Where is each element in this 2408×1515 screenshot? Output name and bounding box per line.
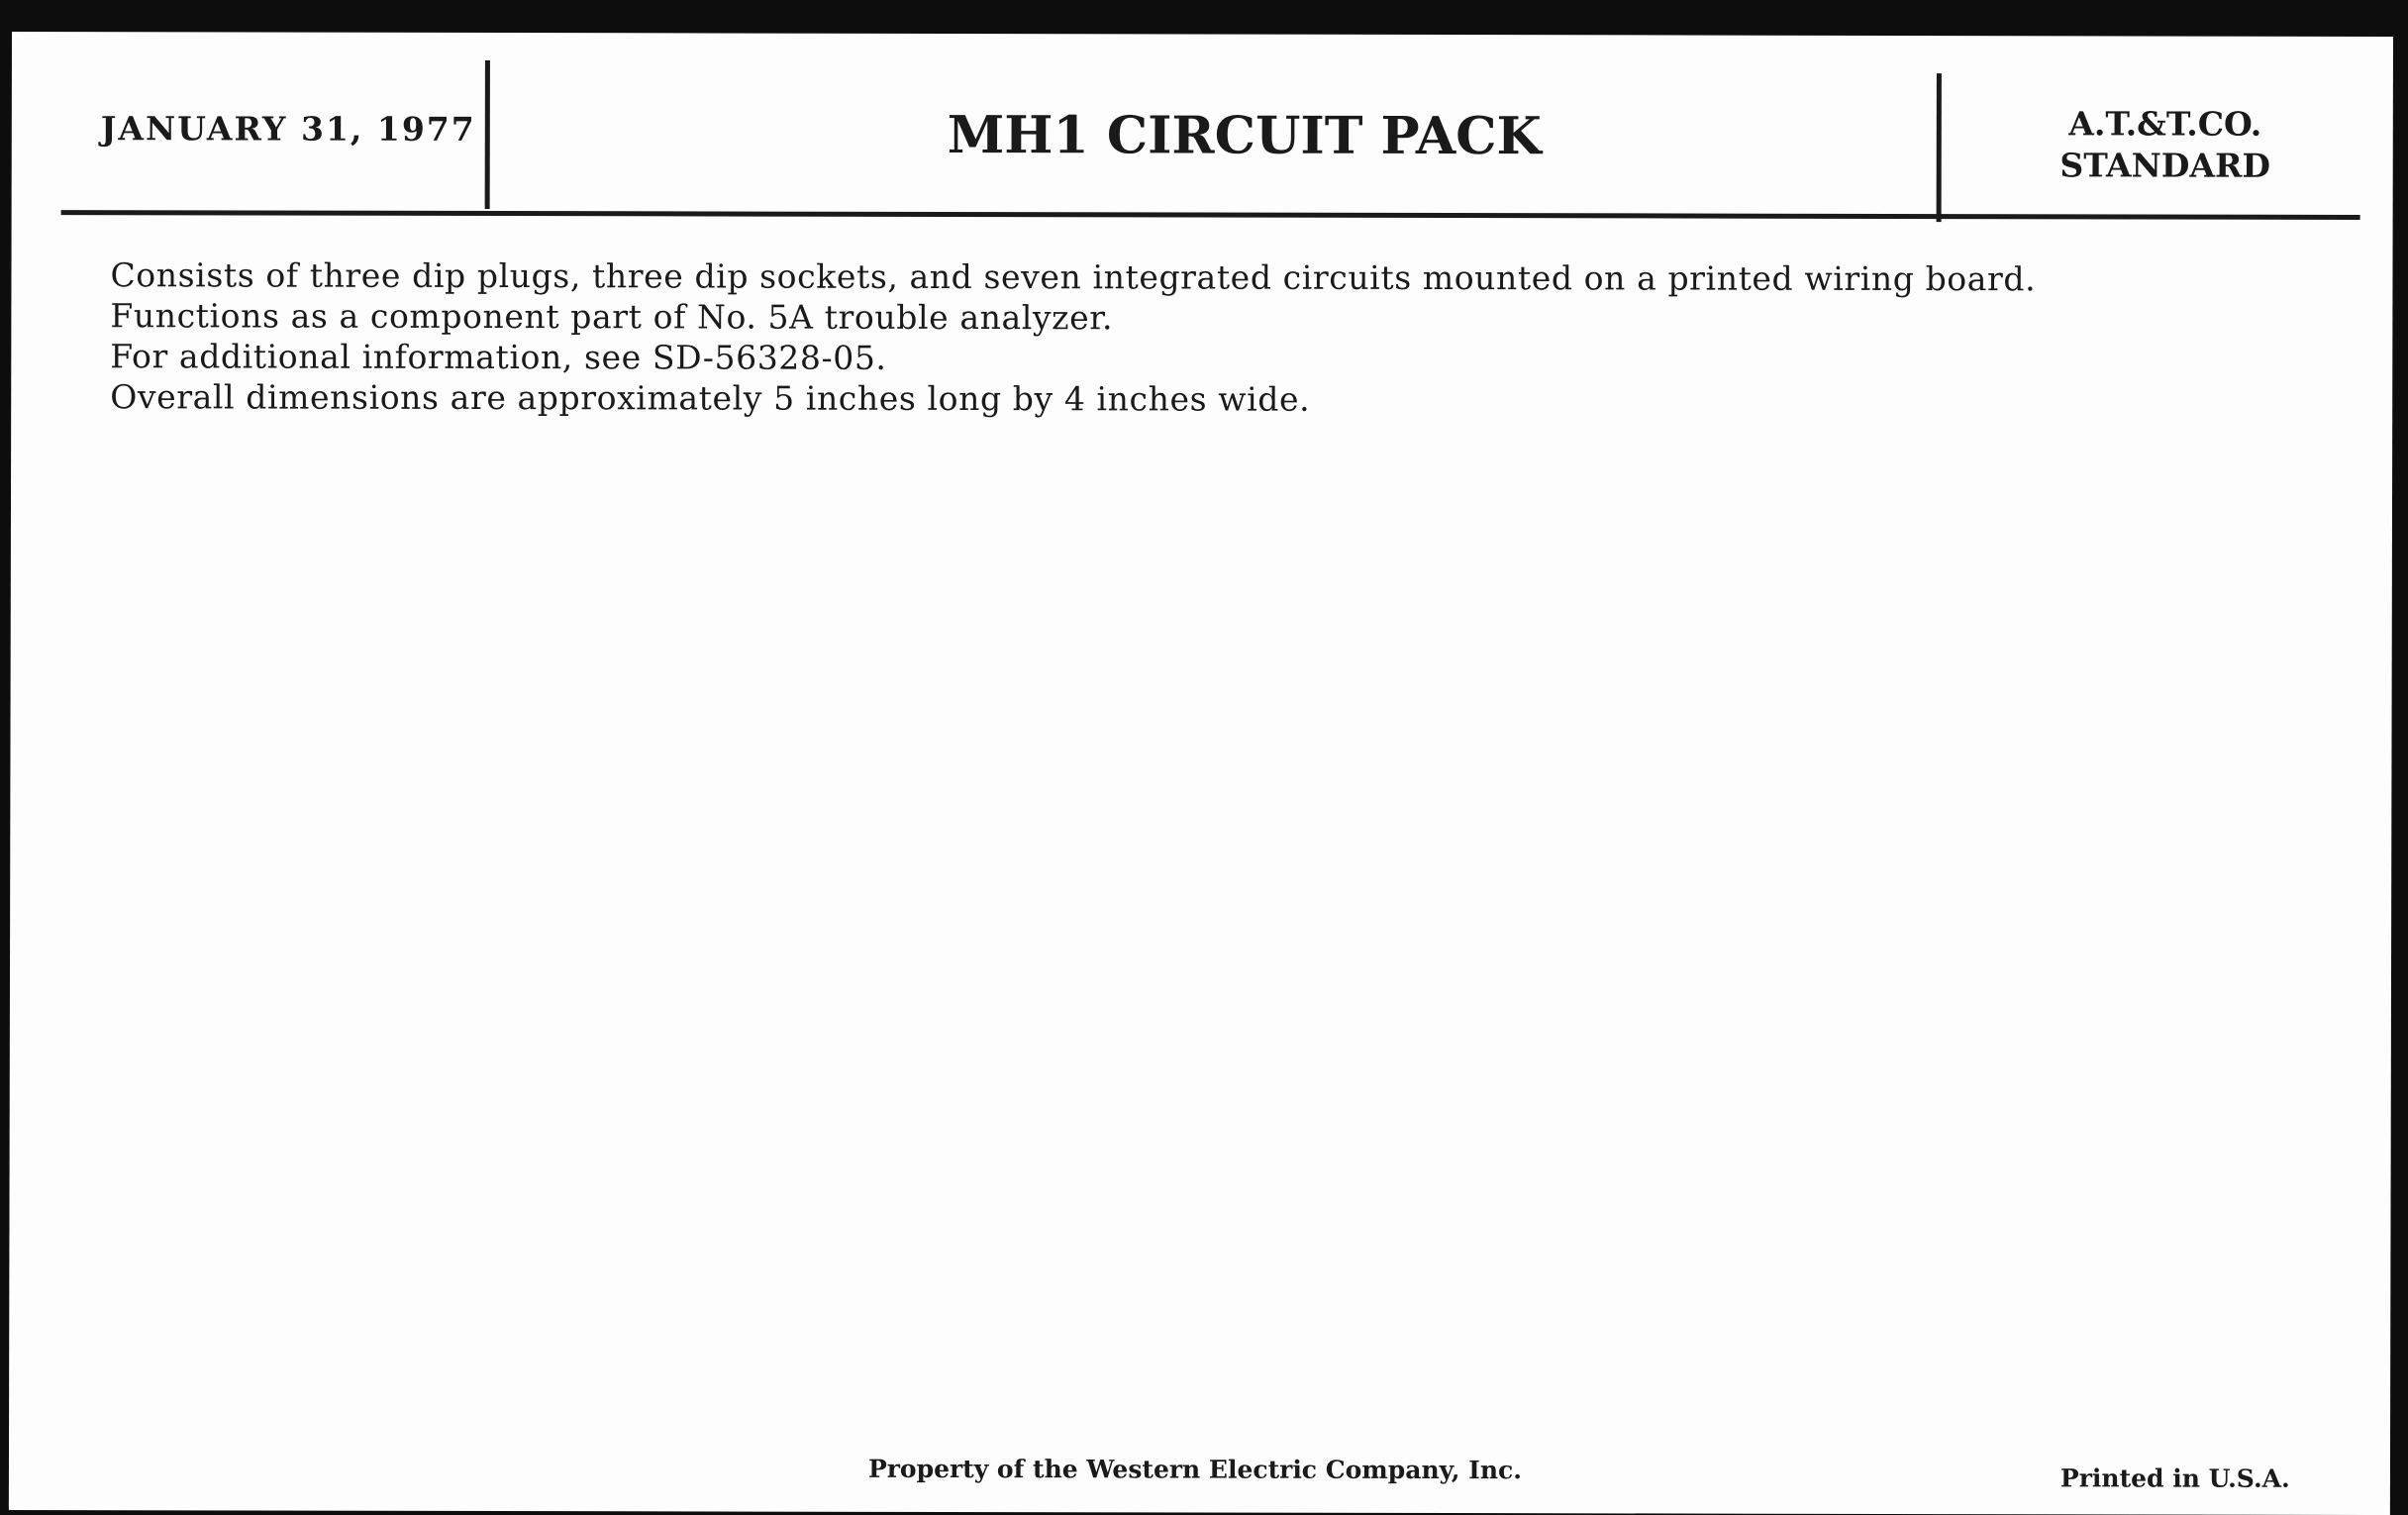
description-line: Functions as a component part of No. 5A trouble analyzer. — [110, 296, 1114, 338]
description-body — [110, 254, 2036, 421]
footer-printed-notice: Printed in U.S.A. — [2059, 1464, 2290, 1493]
description-line: For additional information, see SD-56328-05. — [110, 337, 887, 377]
footer-property-notice: Property of the Western Electric Company, Inc. — [867, 1454, 1523, 1485]
description-line: Overall dimensions are approximately 5 inches long by 4 inches wide. — [110, 377, 1311, 419]
header-rule — [61, 210, 2360, 220]
standard-line-2: STANDARD — [2059, 146, 2271, 185]
document-card — [9, 32, 2393, 1515]
header-standard — [2027, 103, 2304, 187]
description-line: Consists of three dip plugs, three dip sockets, and seven integrated circuits mounted on a printed wiring board. — [110, 255, 2037, 299]
header-date: JANUARY 31, 1977 — [100, 109, 476, 149]
page-title: MH1 CIRCUIT PACK — [947, 104, 1542, 167]
standard-line-1: A.T.&T.CO. — [2068, 104, 2262, 144]
header-divider-right — [1937, 73, 1942, 222]
header-divider-left — [485, 60, 490, 209]
